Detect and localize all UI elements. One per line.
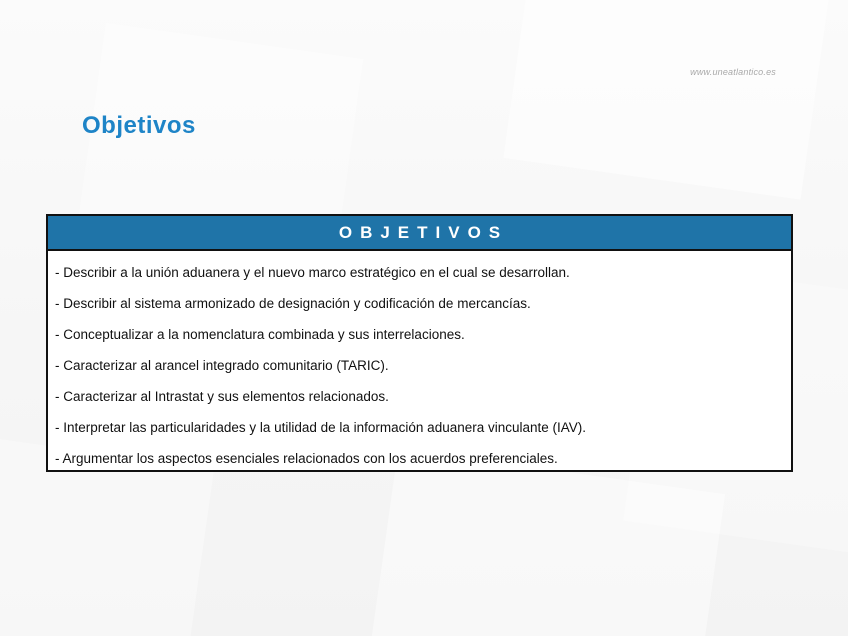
objective-item: - Interpretar las particularidades y la utilidad de la información aduanera vinculante (IAV). <box>55 420 587 435</box>
objective-item: - Conceptualizar a la nomenclatura combinada y sus interrelaciones. <box>55 327 465 342</box>
objective-item: - Describir al sistema armonizado de designación y codificación de mercancías. <box>55 296 531 311</box>
objectives-list <box>48 251 791 474</box>
background-shape <box>503 0 836 200</box>
objective-item: - Caracterizar al Intrastat y sus elementos relacionados. <box>55 389 389 404</box>
objective-item: - Argumentar los aspectos esenciales relacionados con los acuerdos preferenciales. <box>55 451 558 466</box>
objectives-table-header: OBJETIVOS <box>48 216 791 251</box>
objective-item: - Describir a la unión aduanera y el nuevo marco estratégico en el cual se desarrollan. <box>55 265 570 280</box>
page-title: Objetivos <box>82 112 196 139</box>
objectives-table <box>46 214 793 472</box>
website-url: www.uneatlantico.es <box>690 67 776 77</box>
objective-item: - Caracterizar al arancel integrado comunitario (TARIC). <box>55 358 389 373</box>
